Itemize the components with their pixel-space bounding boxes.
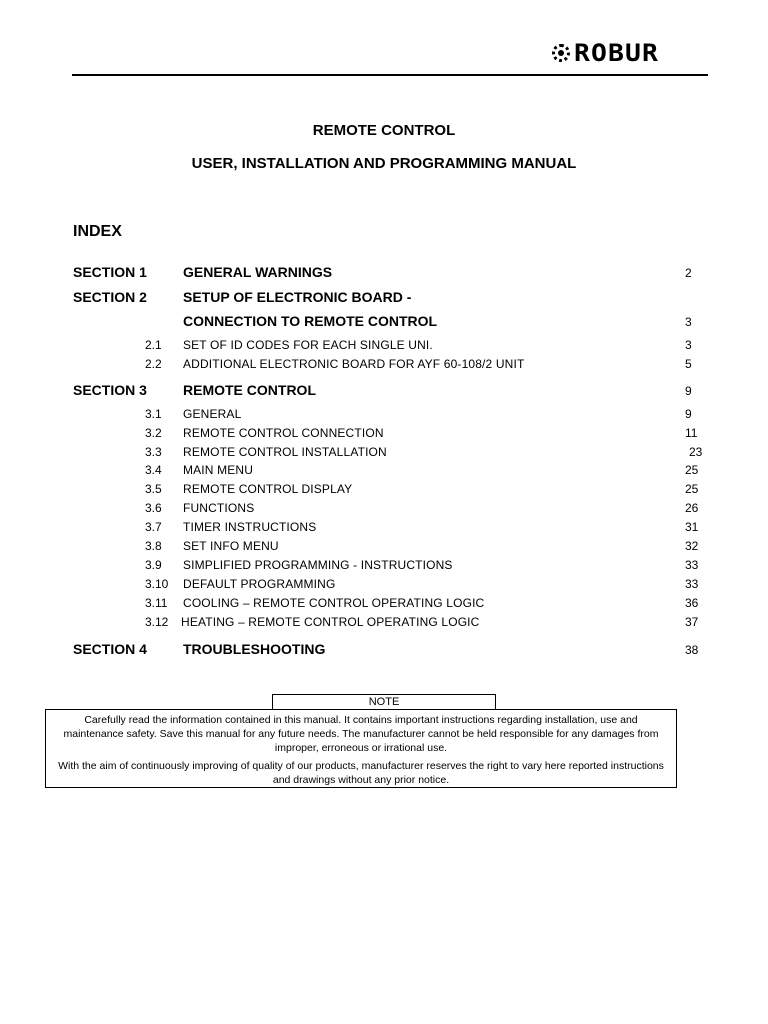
document-title: REMOTE CONTROL (312, 122, 456, 139)
toc-subsection-3-7 (0, 520, 768, 540)
page-number: 25 (685, 482, 699, 496)
toc-subsection-3-8 (0, 539, 768, 559)
document-subtitle: USER, INSTALLATION AND PROGRAMMING MANUAL (191, 155, 577, 172)
subsection-number: 3.10 (145, 577, 169, 591)
logo-text: ROBUR (574, 39, 659, 67)
subsection-number: 3.4 (145, 463, 162, 477)
toc-subsection-3-6 (0, 501, 768, 521)
section-label: SECTION 1 (73, 264, 147, 280)
toc-section-2-cont (0, 312, 768, 332)
toc-subsection-2-1 (0, 338, 768, 358)
subsection-number: 3.5 (145, 482, 162, 496)
toc-subsection-2-2 (0, 357, 768, 377)
subsection-number: 3.6 (145, 501, 162, 515)
toc-subsection-3-9 (0, 558, 768, 578)
subsection-number: 3.7 (145, 520, 162, 534)
subsection-title: SET INFO MENU (183, 539, 279, 553)
subsection-title: ADDITIONAL ELECTRONIC BOARD FOR AYF 60-108/2 UNIT (183, 357, 525, 371)
robur-logo (552, 39, 659, 67)
section-title: REMOTE CONTROL (183, 382, 316, 398)
page-number: 33 (685, 558, 699, 572)
page-number: 2 (685, 266, 692, 280)
subsection-number: 2.2 (145, 357, 162, 371)
toc-section-3 (0, 381, 768, 401)
toc-subsection-3-1 (0, 407, 768, 427)
page-number: 36 (685, 596, 699, 610)
page-number: 3 (685, 338, 692, 352)
note-box (45, 709, 677, 788)
page-number: 9 (685, 407, 692, 421)
subsection-number: 3.3 (145, 445, 162, 459)
page-number: 32 (685, 539, 699, 553)
subsection-title: DEFAULT PROGRAMMING (183, 577, 336, 591)
section-label: SECTION 4 (73, 641, 147, 657)
toc-subsection-3-3 (0, 445, 768, 465)
page-number: 38 (685, 643, 699, 657)
subsection-title: HEATING – REMOTE CONTROL OPERATING LOGIC (181, 615, 480, 629)
subsection-title: REMOTE CONTROL INSTALLATION (183, 445, 387, 459)
section-title: GENERAL WARNINGS (183, 264, 333, 280)
page-number: 23 (689, 445, 703, 459)
page-number: 31 (685, 520, 699, 534)
page-number: 37 (685, 615, 699, 629)
page-number: 3 (685, 315, 692, 329)
section-title: SETUP OF ELECTRONIC BOARD - (183, 289, 412, 305)
section-title-continued: CONNECTION TO REMOTE CONTROL (183, 313, 438, 329)
subsection-number: 2.1 (145, 338, 162, 352)
section-label: SECTION 3 (73, 382, 147, 398)
note-paragraph: With the aim of continuously improving of quality of our products, manufacturer reserves the right to vary here reported instructions and drawings without any prior notice. (58, 760, 664, 786)
toc-subsection-3-10 (0, 577, 768, 597)
subsection-title: TIMER INSTRUCTIONS (183, 520, 317, 534)
toc-subsection-3-11 (0, 596, 768, 616)
page-number: 5 (685, 357, 692, 371)
toc-section-4 (0, 640, 768, 660)
subsection-title: SIMPLIFIED PROGRAMMING - INSTRUCTIONS (183, 558, 453, 572)
toc-section-1 (0, 263, 768, 283)
note-paragraph: Carefully read the information contained in this manual. It contains important instructions regarding installation, use and maintenance safety. Save this manual for any future needs. The manufacturer cannot be held responsible for any damages from improper, erroneous or irrational use. (63, 714, 659, 754)
section-label: SECTION 2 (73, 289, 147, 305)
toc-subsection-3-4 (0, 463, 768, 483)
subsection-title: REMOTE CONTROL DISPLAY (183, 482, 353, 496)
toc-subsection-3-5 (0, 482, 768, 502)
section-title: TROUBLESHOOTING (183, 641, 326, 657)
header-rule (72, 74, 708, 76)
page-number: 25 (685, 463, 699, 477)
subsection-number: 3.1 (145, 407, 162, 421)
gear-logo-icon (552, 44, 570, 62)
page-number: 33 (685, 577, 699, 591)
subsection-number: 3.9 (145, 558, 162, 572)
subsection-number: 3.11 (145, 596, 168, 610)
toc-subsection-3-12 (0, 615, 768, 635)
note-label: NOTE (272, 694, 496, 710)
index-heading: INDEX (73, 223, 122, 240)
subsection-number: 3.2 (145, 426, 162, 440)
subsection-title: MAIN MENU (183, 463, 254, 477)
subsection-title: REMOTE CONTROL CONNECTION (183, 426, 384, 440)
page-number: 11 (685, 426, 698, 440)
subsection-title: FUNCTIONS (183, 501, 255, 515)
page-number: 26 (685, 501, 699, 515)
toc-subsection-3-2 (0, 426, 768, 446)
subsection-title: GENERAL (183, 407, 242, 421)
subsection-title: COOLING – REMOTE CONTROL OPERATING LOGIC (183, 596, 485, 610)
subsection-title: SET OF ID CODES FOR EACH SINGLE UNI. (183, 338, 433, 352)
subsection-number: 3.8 (145, 539, 162, 553)
toc-section-2 (0, 288, 768, 308)
page-number: 9 (685, 384, 692, 398)
subsection-number: 3.12 (145, 615, 169, 629)
